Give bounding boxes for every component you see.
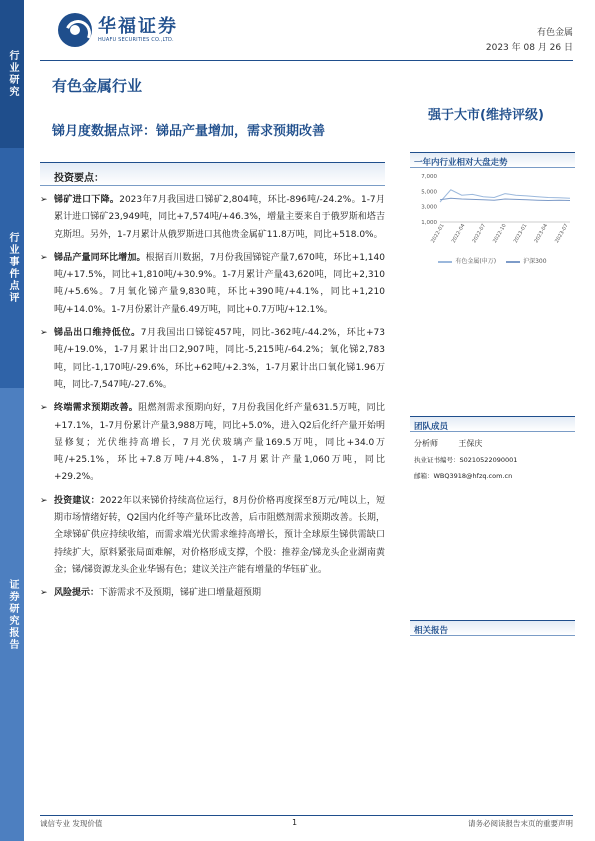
header-meta [486, 26, 573, 56]
email-link[interactable]: WBQ3918@hfzq.com.cn [433, 472, 513, 480]
sidebar-label-securities-report: 证券研究报告 [7, 578, 18, 651]
x-tick-label: 2022-07 [471, 223, 488, 245]
relative-trend-panel [410, 152, 575, 265]
chart-heading: 一年内行业相对大盘走势 [410, 152, 575, 168]
y-tick-label: 5,000 [421, 189, 437, 196]
analyst-row [414, 436, 575, 452]
bullet-lead: 投资建议： [54, 495, 100, 506]
legend-label-index: 沪深300 [523, 258, 547, 265]
bullet-lead: 风险提示： [54, 588, 100, 599]
trend-chart [410, 168, 575, 256]
summary-bullet [40, 585, 385, 602]
y-tick-label: 1,000 [421, 220, 437, 226]
bullet-arrow-icon: ➢ [40, 588, 48, 599]
related-heading: 相关报告 [410, 620, 575, 636]
y-tick-label: 3,000 [421, 204, 437, 211]
x-tick-label: 2023-01 [512, 223, 529, 245]
logo-icon [58, 13, 92, 47]
x-tick-label: 2023-04 [533, 223, 550, 245]
header-sector: 有色金属 [536, 28, 573, 38]
bullet-text: 2023年7月我国进口锑矿2,804吨，环比-896吨/-24.2%。1-7月累计进口锑矿23,949吨，同比+7,574吨/+46.3%，增量主要来自于俄罗斯和塔吉克斯坦。另外，1-7月累计从俄罗斯进口其他贵金属矿11.8万吨，同比+518.0%。 [54, 195, 385, 240]
legend-swatch-sector [438, 261, 452, 263]
email-label: 邮箱： [414, 472, 434, 480]
report-title: 锑月度数据点评：锑品产量增加，需求预期改善 [52, 124, 326, 139]
summary-bullet [40, 250, 385, 319]
footer-divider [40, 815, 573, 816]
sidebar-label-industry-research: 行业研究 [7, 50, 18, 98]
footer-disclaimer: 请务必阅读报告末页的重要声明 [468, 819, 573, 828]
summary-bullets [40, 192, 385, 603]
bullet-text: 下游需求不及预期，锑矿进口增量超预期 [99, 588, 262, 599]
summary-section [40, 162, 385, 603]
company-name-cn: 华福证券 [98, 16, 178, 37]
industry-name: 有色金属行业 [52, 77, 143, 95]
license-number: S0210522090001 [459, 456, 518, 464]
trend-chart-svg [410, 168, 575, 256]
analyst-name: 王保庆 [458, 439, 483, 448]
summary-bullet [40, 400, 385, 486]
bullet-arrow-icon: ➢ [40, 403, 48, 414]
page-number: 1 [292, 818, 298, 827]
legend-item-index [506, 256, 546, 265]
y-tick-label: 7,000 [421, 174, 437, 180]
summary-bullet [40, 325, 385, 394]
x-tick-label: 2022-04 [450, 223, 467, 245]
legend-swatch-index [506, 261, 520, 263]
left-sidebar [0, 0, 24, 841]
sidebar-band-industry-research [0, 0, 24, 148]
bullet-text: 阻燃剂需求预期向好，7月份我国化纤产量631.5万吨，同比+17.1%，1-7月份累计产量3,988万吨，同比+5.0%，进入Q2后化纤产量开始明显修复；光伏维持高增长，7月光伏玻璃产量169.5万吨，同比+34.0万吨/+25.1%，环比+7.8万吨/+4.8%，1-7月累计产量1,060万吨，同比+29.2%。 [54, 403, 385, 483]
bullet-lead: 终端需求预期改善。 [54, 403, 139, 414]
email-row [414, 468, 575, 484]
series-line-1 [440, 198, 570, 200]
sidebar-band-event-review [0, 148, 24, 388]
x-tick-label: 2022-10 [492, 223, 508, 245]
x-tick-label: 2022-01 [430, 223, 446, 245]
company-name-en: HUAFU SECURITIES CO.,LTD. [98, 37, 174, 43]
summary-bullet [40, 493, 385, 579]
analyst-label: 分析师 [414, 439, 438, 448]
legend-label-sector: 有色金属(申万) [455, 258, 497, 265]
legend-item-sector [438, 256, 496, 265]
license-row [414, 452, 575, 468]
x-tick-label: 2023-07 [554, 223, 570, 245]
license-label: 执业证书编号： [414, 456, 460, 464]
team-panel [410, 416, 575, 484]
company-logo [58, 13, 178, 47]
bullet-lead: 锑品出口维持低位。 [54, 328, 141, 339]
bullet-text: 2022年以来锑价持续高位运行，8月份价格再度探至8万元/吨以上，短期市场情绪好转，Q2国内化纤等产量环比改善，后市阻燃剂需求预期改善。长期，全球锑矿供应持续收缩，而需求端光伏需求维持高增长，预计全球原生锑供需缺口持续扩大，原料紧张局面难解，对价格形成支撑， [54, 495, 385, 558]
summary-heading: 投资要点： [40, 162, 385, 186]
sidebar-label-event-review: 行业事件点评 [7, 232, 18, 304]
summary-bullet [40, 192, 385, 244]
team-heading: 团队成员 [410, 416, 575, 432]
bullet-arrow-icon: ➢ [40, 495, 48, 506]
bullet-arrow-icon: ➢ [40, 328, 48, 339]
bullet-arrow-icon: ➢ [40, 252, 48, 263]
header-divider [40, 60, 573, 61]
chart-legend [410, 256, 575, 265]
bullet-arrow-icon: ➢ [40, 195, 48, 205]
bullet-lead: 锑品产量同环比增加。 [54, 252, 146, 263]
related-reports-panel [410, 620, 575, 636]
rating: 强于大市(维持评级) [428, 108, 544, 123]
bullet-text: 根据百川数据，7月份我国锑锭产量7,670吨，环比+1,140吨/+17.5%，同比+1,810吨/+30.9%。1-7月累计产量43,620吨，同比+2,310吨/+5.6%。7月氧化锑产量9,830吨，环比+390吨/+4.1%，同比+1,210吨/+14.0%。1-7月份累计产量6.49万吨，同比+0.7万吨/+12.1%。 [54, 252, 385, 315]
bullet-text: 7月我国出口锑锭457吨，同比-362吨/-44.2%，环比+73吨/+19.0%，1-7月累计出口2,907吨，同比-5,215吨/-64.2%；氧化锑2,783吨，同比-1,170吨/-29.6%，环比+62吨/+2.3%，1-7月累计出口氧化锑1.96万吨，同比-7,547吨/-27.6%。 [54, 328, 385, 390]
header-date: 2023 年 08 月 26 日 [485, 43, 573, 53]
bullet-text-extra: 个股：推荐金/锑龙头企业湖南黄金；锑/锑资源龙头企业华锡有色；建议关注产能有增量的华钰矿业。 [54, 547, 385, 575]
footer-slogan: 诚信专业 发现价值 [40, 819, 103, 828]
analyst-info [410, 436, 575, 484]
bullet-lead: 锑矿进口下降。 [54, 195, 120, 205]
sidebar-band-securities-report [0, 388, 24, 841]
